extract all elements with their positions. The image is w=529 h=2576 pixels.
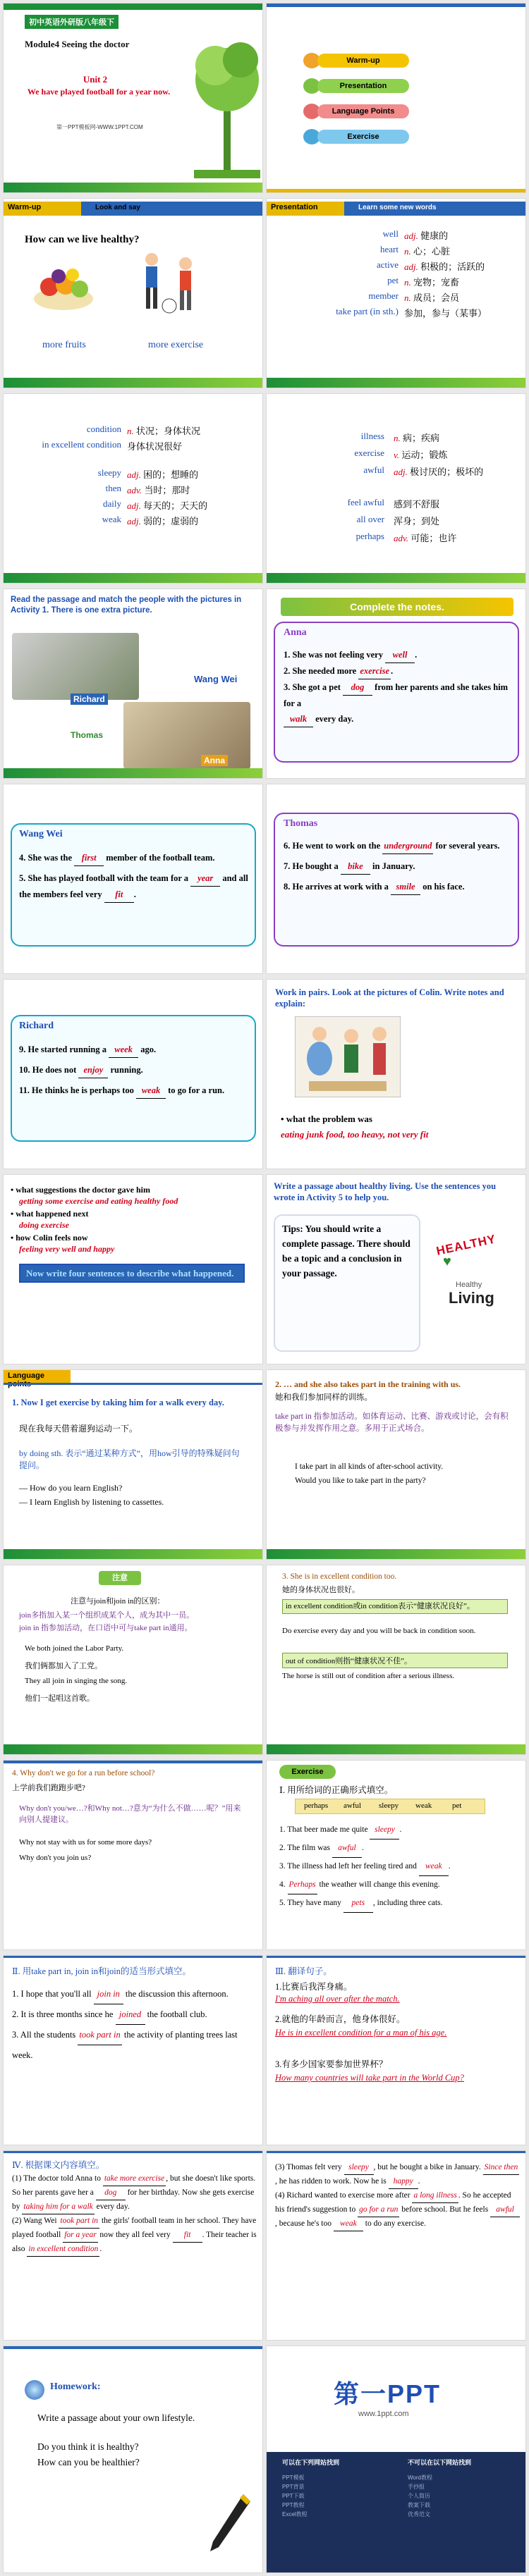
q-next: • what happened next: [11, 1209, 89, 1219]
vocab-word: member: [368, 290, 399, 301]
ex3-q2: 2.就他的年龄而言，他身体很好。: [275, 2014, 406, 2024]
vocab-def: adj. 弱的；虚弱的: [127, 516, 199, 526]
language-point-4: [3, 1760, 263, 1950]
join-example-1: We both joined the Labor Party.: [25, 1644, 124, 1653]
ex2-head: Ⅱ. 用take part in, join in和join的适当形式填空。: [12, 1966, 191, 1976]
language-point-3: [266, 1565, 526, 1755]
problem-question: • what the problem was: [281, 1114, 372, 1124]
person-name: Richard: [19, 1021, 54, 1031]
join-example-2: They all join in singing the song.: [25, 1677, 128, 1685]
notes-text: 6. He went to work on the underground for several years. 7. He bought a bike in January. 8. He arrives at work with a smile on his face.: [284, 838, 513, 895]
richard-photo: [12, 633, 139, 700]
reading-instruction: Read the passage and match the people with the pictures in Activity 1. There is one extra picture.: [11, 596, 242, 615]
section-subtitle: Look and say: [95, 204, 140, 211]
healthy-logo: HEALTHY: [434, 1232, 497, 1258]
section-tag: Exercise: [279, 1765, 336, 1779]
vocab-word: then: [105, 483, 121, 493]
bullet-icon: [25, 2380, 44, 2400]
menu-presentation[interactable]: Presentation: [317, 79, 409, 93]
healthy-living-logo-top: Healthy: [456, 1281, 482, 1289]
anna-label: Anna: [201, 755, 228, 766]
lp3-box-2: out of condition则指“健康状况不佳”。: [282, 1653, 508, 1668]
homework-line-3: How can you be healthier?: [37, 2457, 140, 2467]
suggestions-slide: [3, 1174, 263, 1364]
tips-box: Tips: You should write a complete passage. There should be a topic and a conclusion in your passage.: [274, 1214, 420, 1352]
vocab-def: adv. 当时；那时: [127, 485, 190, 495]
vocab-slide-1: [266, 198, 526, 388]
homework-line-1: Write a passage about your own lifestyle.: [37, 2412, 195, 2423]
ex3-head: Ⅲ. 翻译句子。: [275, 1966, 332, 1976]
healthy-living-slide: [266, 1174, 526, 1364]
brand-logo: 第一PPT: [334, 2379, 442, 2408]
lp2-explain: take part in 指参加活动。如体育运动、比赛、游戏或讨论，会有积极参与并发挥作用之意。多用于正式场合。: [275, 1412, 509, 1433]
vocab-def: adv. 可能；也许: [394, 533, 457, 543]
notes-thomas-slide: [266, 784, 526, 974]
lp3-example-2: The horse is still out of condition after a serious illness.: [282, 1672, 455, 1680]
reading-slide: [3, 588, 263, 779]
lp4-explain: Why don't you/we…?和Why not…?意为“为什么不做……呢？”用来向别人提建议。: [19, 1804, 241, 1824]
lp4-example-2: Why don't you join us?: [19, 1854, 92, 1862]
ex3-a3: How many countries will take part in the World Cup?: [275, 2073, 464, 2083]
thomas-label: Thomas: [71, 730, 104, 740]
course-badge: 初中英语外研版八年级下: [25, 15, 118, 29]
vocab-word: active: [376, 259, 399, 270]
tree-illustration: [194, 16, 260, 178]
notes-card: [11, 823, 256, 947]
section-tag: Language: [4, 1370, 71, 1383]
lp4-cn: 上学前我们跑跑步吧?: [12, 1784, 85, 1792]
notes-richard-slide: [3, 979, 263, 1169]
exercise-4-cont-slide: [266, 2150, 526, 2341]
vocab-word: well: [382, 228, 399, 239]
vocab-word: weak: [102, 514, 121, 524]
q-suggestions: • what suggestions the doctor gave him: [11, 1185, 150, 1195]
warmup-question: How can we live healthy?: [25, 234, 140, 245]
join-example-2-cn: 他们一起唱这首歌。: [25, 1694, 95, 1703]
lesson-title: We have played football for a year now.: [27, 87, 171, 97]
ex3-q3: 3.有多少国家要参加世界杯？: [275, 2059, 388, 2069]
ex3-q1: 1.比赛后我浑身痛。: [275, 1982, 353, 1992]
vocab-def: n. 状况；身体状况: [127, 426, 201, 436]
lp2-example-1: I take part in all kinds of after-school activity.: [295, 1462, 444, 1471]
footer-links-2: Word教程 手抄报 个人简历 教案下载 优秀范文: [408, 2475, 432, 2518]
footer-col-2: 不可以在以下网站找到: [408, 2459, 472, 2466]
warmup-slide: [3, 198, 263, 388]
q-feels: • how Colin feels now: [11, 1233, 88, 1243]
notes-text: 1. She was not feeling very well . 2. She needed more exercise . 3. She got a pet dog from her parents and she takes him for a walk every day.: [284, 647, 509, 727]
vocab-def: n. 心；心脏: [404, 246, 451, 257]
lp3-example-1: Do exercise every day and you will be back in condition soon.: [282, 1627, 476, 1635]
lp2-sentence: 2. … and she also takes part in the training with us.: [275, 1379, 461, 1389]
unit-label: Unit 2: [83, 74, 108, 85]
lp1-example-2: — I learn English by listening to cassettes.: [19, 1497, 164, 1507]
homework-line-2: Do you think it is healthy?: [37, 2441, 139, 2452]
lp2-cn: 她和我们参加同样的训练。: [275, 1393, 372, 1402]
writing-task: Now write four sentences to describe what happened.: [19, 1264, 245, 1283]
vocab-def: n. 病；疾病: [394, 433, 440, 443]
ex4-head: Ⅳ. 根据课文内容填空。: [12, 2160, 105, 2170]
fruits-picture: [32, 255, 95, 312]
footer-links-1: PPT模板 PPT背景 PPT下载 PPT教程 Excel教程: [282, 2475, 308, 2518]
person-name: Anna: [284, 627, 307, 638]
a-suggestions: getting some exercise and eating healthy food: [19, 1196, 178, 1206]
lp3-box-1: in excellent condition或in condition表示“健康状况良好”。: [282, 1599, 508, 1614]
wangwei-label: Wang Wei: [194, 674, 238, 684]
vocab-word: take part (in sth.): [336, 306, 399, 316]
a-feels: feeling very well and happy: [19, 1244, 115, 1254]
lp4-example-1: Why not stay with us for some more days?: [19, 1838, 152, 1847]
problem-answer: eating junk food, too heavy, not very fit: [281, 1129, 429, 1140]
exercise-caption: more exercise: [148, 340, 204, 350]
vocab-word: sleepy: [97, 467, 121, 478]
vocab-def: n. 宠物；宠畜: [404, 277, 460, 288]
bank-word: awful: [343, 1801, 362, 1810]
bank-word: sleepy: [379, 1801, 399, 1810]
homework-slide: [3, 2346, 263, 2573]
brand-text: 第一PPT模板网-WWW.1PPT.COM: [56, 124, 143, 130]
notes-card: [274, 622, 519, 763]
pen-icon: [205, 2491, 254, 2554]
person-name: Wang Wei: [19, 829, 63, 839]
vocab-word: all over: [356, 514, 384, 524]
vocab-def: 感到不舒服: [394, 499, 440, 510]
menu-language-points[interactable]: Language Points: [317, 104, 409, 118]
exercise-1-slide: [266, 1760, 526, 1950]
notes-anna-slide: [266, 588, 526, 779]
vocab-word: awful: [363, 464, 384, 475]
menu-warmup[interactable]: Warm-up: [317, 54, 409, 68]
vocab-word: exercise: [354, 448, 384, 458]
homework-title: Homework:: [50, 2381, 101, 2392]
lp3-cn: 她的身体状况也很好。: [282, 1586, 360, 1594]
notes-title: Complete the notes.: [281, 598, 513, 616]
vocab-word: feel awful: [347, 497, 384, 507]
join-example-1-cn: 我们俩都加入了工党。: [25, 1662, 102, 1670]
notes-wangwei-slide: [3, 784, 263, 974]
brand-url: www.1ppt.com: [358, 2410, 409, 2418]
notes-card: [11, 1015, 256, 1142]
ex2-items: 1. I hope that you'll all join in the discussion this afternoon. 2. It is three months since he joined the football club. 3. All the students took part in the activity of planting trees last week.: [12, 1984, 255, 2065]
vocab-word: in excellent condition: [42, 439, 121, 450]
notes-text: 9. He started running a week ago. 10. He does not enjoy running. 11. He thinks he is perhaps too weak to go for a run.: [19, 1042, 248, 1099]
vocab-def: 参加，参与（某事）: [404, 308, 487, 319]
vocab-def: adj. 困的；想睡的: [127, 469, 199, 480]
lp1-cn: 现在我每天借着遛狗运动一下。: [19, 1424, 138, 1434]
join-note-slide: [3, 1565, 263, 1755]
vocab-word: pet: [387, 275, 399, 285]
ending-slide: [266, 2346, 526, 2573]
vocab-word: daily: [103, 498, 121, 509]
menu-slide: [266, 3, 526, 193]
ex3-a1: I'm aching all over after the match.: [275, 1994, 400, 2004]
exercise-2-slide: [3, 1955, 263, 2145]
vocab-def: adj. 健康的: [404, 230, 449, 241]
word-bank: [295, 1799, 485, 1814]
exercise-4-slide: [3, 2150, 263, 2341]
passage-instruction: Write a passage about healthy living. Use the sentences you wrote in Activity 5 to help you.: [274, 1181, 497, 1202]
ex1-head: Ⅰ. 用所给词的正确形式填空。: [279, 1785, 394, 1795]
module-title: Module4 Seeing the doctor: [25, 39, 130, 49]
vocab-slide-2: [3, 393, 263, 584]
language-point-1: [3, 1369, 263, 1560]
ex3-a2: He is in excellent condition for a man of his age.: [275, 2028, 447, 2038]
exercise-picture: [130, 249, 208, 320]
colin-slide: [266, 979, 526, 1169]
healthy-living-logo: Living: [449, 1289, 494, 1307]
vocab-def: adj. 每天的；天天的: [127, 500, 208, 511]
ex4-text-cont: (3) Thomas felt very sleepy , but he bought a bike in January. Since then, he has ridden to work. Now he is happy . (4) Richard wanted to exercise more after a long illness . So he accepted his friend's suggestion to go for a run before school. But he feels awful, because he's too weak to do any exercise.: [275, 2161, 521, 2231]
bank-word: perhaps: [304, 1801, 329, 1810]
colin-pictures: [295, 1016, 401, 1097]
vocab-def: adj. 积极的；活跃的: [404, 261, 485, 272]
vocab-word: illness: [360, 431, 384, 441]
lp1-example-1: — How do you learn English?: [19, 1483, 123, 1493]
person-name: Thomas: [284, 818, 318, 829]
vocab-def: 身体状况很好: [127, 441, 183, 452]
title-slide: [3, 3, 263, 193]
vocab-word: heart: [380, 244, 399, 254]
lp3-sentence: 3. She is in excellent condition too.: [282, 1572, 397, 1581]
exercise-3-slide: [266, 1955, 526, 2145]
bank-word: weak: [415, 1801, 432, 1810]
notes-card: [274, 813, 519, 947]
vocab-def: adj. 极讨厌的；极坏的: [394, 467, 484, 477]
lp2-example-2: Would you like to take part in the party?: [295, 1477, 426, 1485]
vocab-word: condition: [86, 424, 121, 434]
vocab-def: v. 运动；锻炼: [394, 450, 448, 460]
language-point-2: [266, 1369, 526, 1560]
menu-exercise[interactable]: Exercise: [317, 130, 409, 144]
lp1-sentence: 1. Now I get exercise by taking him for a walk every day.: [12, 1398, 224, 1407]
join-head: 注意与join和join in的区别：: [71, 1597, 165, 1606]
vocab-def: 浑身；到处: [394, 516, 440, 526]
note-badge: 注意: [99, 1571, 141, 1585]
richard-label: Richard: [71, 694, 108, 705]
join-rule-1: join多指加入某一个组织成某个人，成为其中一员。: [19, 1611, 195, 1620]
anna-photo: [123, 702, 250, 769]
footer-col-1: 可以在下列网站找到: [282, 2459, 340, 2466]
lp1-explain: by doing sth. 表示“通过某种方式”，用how引导的特殊疑问句提问。: [19, 1448, 240, 1470]
section-tag: Presentation: [271, 203, 318, 211]
footer-panel: [267, 2452, 525, 2573]
section-subtitle: Learn some new words: [358, 204, 437, 211]
ex1-items: 1. That beer made me quite sleepy . 2. The film was awful . 3. The illness had left her feeling tired and weak . 4. Perhaps the weather will change this evening. 5. They have many pets , including three cats.: [279, 1821, 523, 1913]
ex4-text: (1) The doctor told Anna to take more exercise , but she doesn't like sports. So her parents gave her a dog for her birthday. Now she gets exercise by taking him for a walk every day. (2) Wang Wei took part in the girls' football team in her school. They have played football for a year now they all feel very fit . Their teacher is also in excellent condition .: [12, 2172, 257, 2257]
notes-text: 4. She was the first member of the football team. 5. She has played football with the team for a year and all the members feel very fit .: [19, 850, 248, 903]
section-tag: Warm-up: [8, 203, 42, 211]
bank-word: pet: [452, 1801, 462, 1810]
fruits-caption: more fruits: [42, 340, 86, 350]
join-rule-2: join in 指参加活动，在口语中可与take part in通用。: [19, 1624, 193, 1632]
lp4-sentence: 4. Why don't we go for a run before school?: [12, 1769, 155, 1777]
vocab-def: n. 成员；会员: [404, 292, 460, 303]
apple-icon: ♥: [443, 1254, 451, 1269]
colin-instruction: Work in pairs. Look at the pictures of Colin. Write notes and explain:: [275, 987, 504, 1009]
vocab-slide-3: [266, 393, 526, 584]
vocab-word: perhaps: [355, 531, 384, 541]
a-next: doing exercise: [19, 1220, 69, 1230]
